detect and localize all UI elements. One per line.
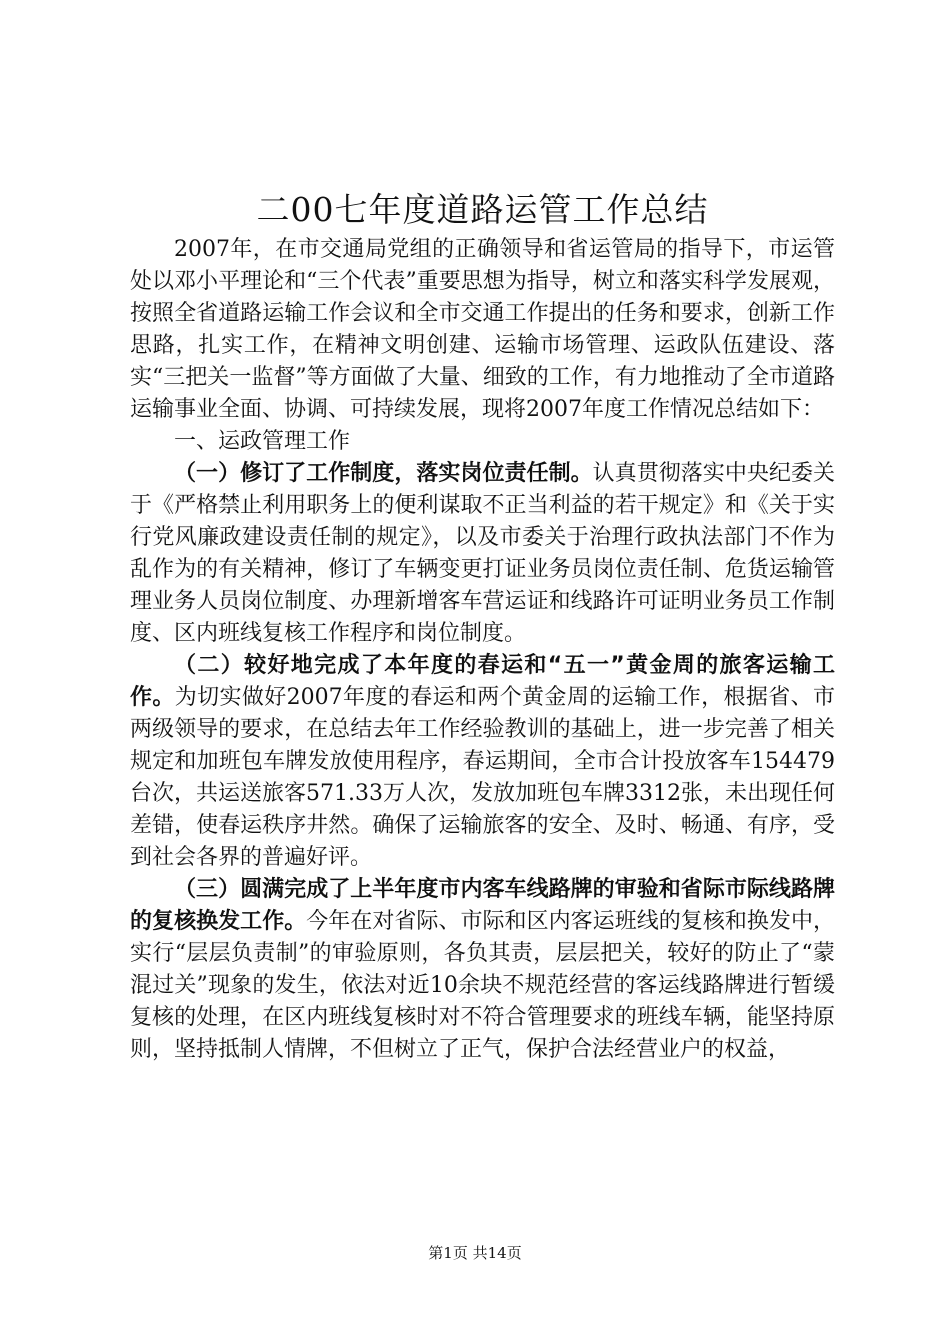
paragraph-text: 今年在对省际、市际和区内客运班线的复核和换发中，实行“层层负责制”的审验原则，各负其责，层层把关，较好的防止了“蒙混过关”现象的发生，依法对近10余块不规范经营的客运线路牌进行暂缓复核的处理，在区内班线复核时对不符合管理要求的班线车辆，能坚持原则，坚持抵制人情牌，不但树立了正气，保护合法经营业户的权益， bbox=[130, 909, 835, 1062]
section-heading bbox=[130, 426, 835, 458]
paragraph-item-2 bbox=[130, 650, 835, 874]
paragraph-text: 2007年，在市交通局党组的正确领导和省运管局的指导下，市运管处以邓小平理论和“三个代表”重要思想为指导，树立和落实科学发展观，按照全省道路运输工作会议和全市交通工作提出的任务和要求，创新工作思路，扎实工作，在精神文明创建、运输市场管理、运政队伍建设、落实“三把关一监督”等方面做了大量、细致的工作，有力地推动了全市道路运输事业全面、协调、可持续发展，现将2007年度工作情况总结如下： bbox=[130, 237, 835, 422]
paragraph-item-1 bbox=[130, 458, 835, 650]
paragraph-item-3 bbox=[130, 874, 835, 1066]
paragraph-lead: （二）较好地完成了本年度的春运和“五一”黄金周的旅客运输工作。 bbox=[130, 653, 835, 710]
document-title: 二00七年度道路运管工作总结 bbox=[256, 190, 709, 229]
paragraph-lead: （一）修订了工作制度，落实岗位责任制。 bbox=[174, 461, 593, 486]
section-heading-text: 一、运政管理工作 bbox=[174, 429, 351, 454]
paragraph-intro bbox=[130, 234, 835, 426]
page-footer bbox=[0, 1243, 950, 1263]
paragraph-lead: （三）圆满完成了上半年度市内客车线路牌的审验和省际市际线路牌的复核换发工作。 bbox=[130, 877, 835, 934]
document-body bbox=[130, 234, 835, 1066]
page-number: 第1页 共14页 bbox=[428, 1244, 522, 1262]
paragraph-text: 为切实做好2007年度的春运和两个黄金周的运输工作，根据省、市两级领导的要求，在总结去年工作经验教训的基础上，进一步完善了相关规定和加班包车牌发放使用程序，春运期间，全市合计投放客车154479台次，共运送旅客571.33万人次，发放加班包车牌3312张，未出现任何差错，使春运秩序井然。确保了运输旅客的安全、及时、畅通、有序，受到社会各界的普遍好评。 bbox=[130, 685, 835, 870]
paragraph-text: 认真贯彻落实中央纪委关于《严格禁止利用职务上的便利谋取不正当利益的若干规定》和《关于实行党风廉政建设责任制的规定》，以及市委关于治理行政执法部门不作为乱作为的有关精神，修订了车辆变更打证业务员岗位责任制、危货运输管理业务人员岗位制度、办理新增客车营运证和线路许可证明业务员工作制度、区内班线复核工作程序和岗位制度。 bbox=[130, 461, 835, 646]
